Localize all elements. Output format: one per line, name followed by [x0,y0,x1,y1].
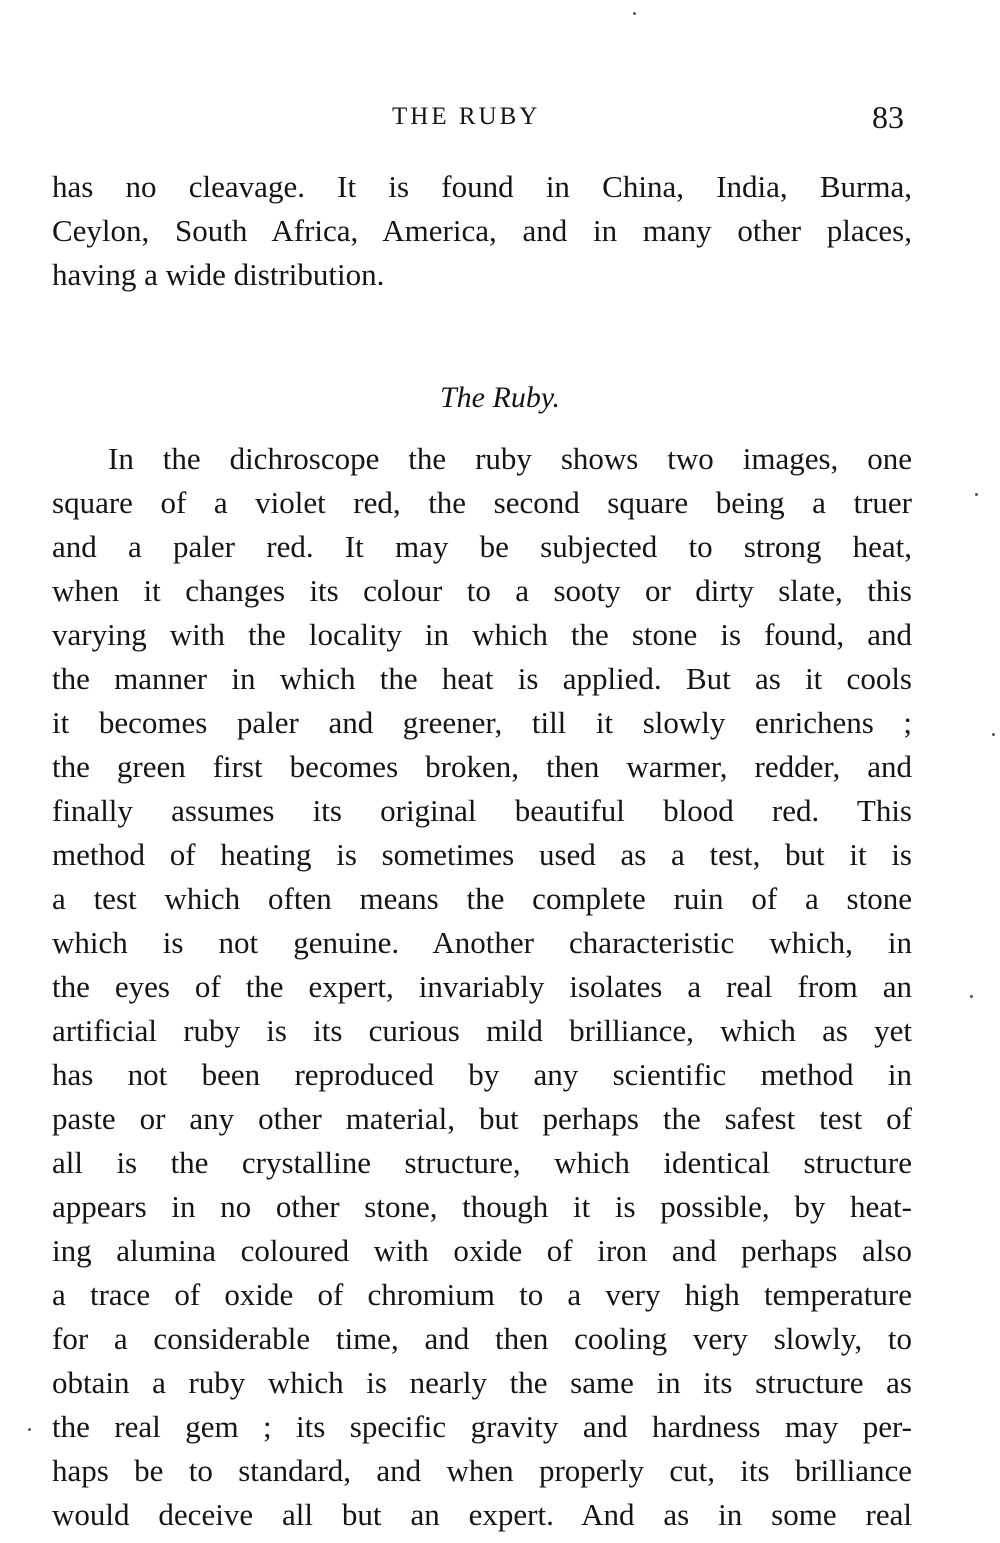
text-line: would deceive all but an expert. And as in some real [52,1497,912,1532]
text-line: obtain a ruby which is nearly the same in its structure as [52,1365,912,1400]
text-line: the real gem ; its specific gravity and hardness may per- [52,1409,912,1444]
text-line: square of a violet red, the second square being a truer [52,485,912,520]
scan-speck [992,733,995,736]
scan-speck [633,12,636,15]
text-line: the manner in which the heat is applied. But as it cools [52,661,912,696]
text-line: has no cleavage. It is found in China, India, Burma, [52,169,912,204]
text-line: appears in no other stone, though it is possible, by heat- [52,1189,912,1224]
text-line: artificial ruby is its curious mild brilliance, which as yet [52,1013,912,1048]
text-line: which is not genuine. Another characteristic which, in [52,925,912,960]
text-line: method of heating is sometimes used as a test, but it is [52,837,912,872]
text-line: haps be to standard, and when properly cut, its brilliance [52,1453,912,1488]
text-line: Ceylon, South Africa, America, and in many other places, [52,213,912,248]
text-line: all is the crystalline structure, which identical structure [52,1145,912,1180]
text-line: and a paler red. It may be subjected to strong heat, [52,529,912,564]
body-paragraph [52,437,912,1537]
text-line: the eyes of the expert, invariably isolates a real from an [52,969,912,1004]
text-line: has not been reproduced by any scientific method in [52,1057,912,1092]
scan-speck [975,493,978,496]
continued-paragraph [52,165,912,297]
text-line: the green first becomes broken, then warmer, redder, and [52,749,912,784]
section-heading: The Ruby. [440,381,560,414]
text-line: having a wide distribution. [52,257,385,292]
text-line: In the dichroscope the ruby shows two images, one [108,441,912,476]
text-line: finally assumes its original beautiful blood red. This [52,793,912,828]
page-number: 83 [872,99,904,135]
running-title: THE RUBY [392,103,541,130]
text-line: a trace of oxide of chromium to a very high temperature [52,1277,912,1312]
text-line: for a considerable time, and then cooling very slowly, to [52,1321,912,1356]
text-line: paste or any other material, but perhaps the safest test of [52,1101,912,1136]
text-line: a test which often means the complete ruin of a stone [52,881,912,916]
text-line: varying with the locality in which the stone is found, and [52,617,912,652]
text-line: ing alumina coloured with oxide of iron and perhaps also [52,1233,912,1268]
running-head [0,97,1000,137]
text-line: when it changes its colour to a sooty or dirty slate, this [52,573,912,608]
text-line: it becomes paler and greener, till it slowly enrichens ; [52,705,912,740]
scan-speck [970,995,973,998]
scan-speck [28,1428,31,1431]
